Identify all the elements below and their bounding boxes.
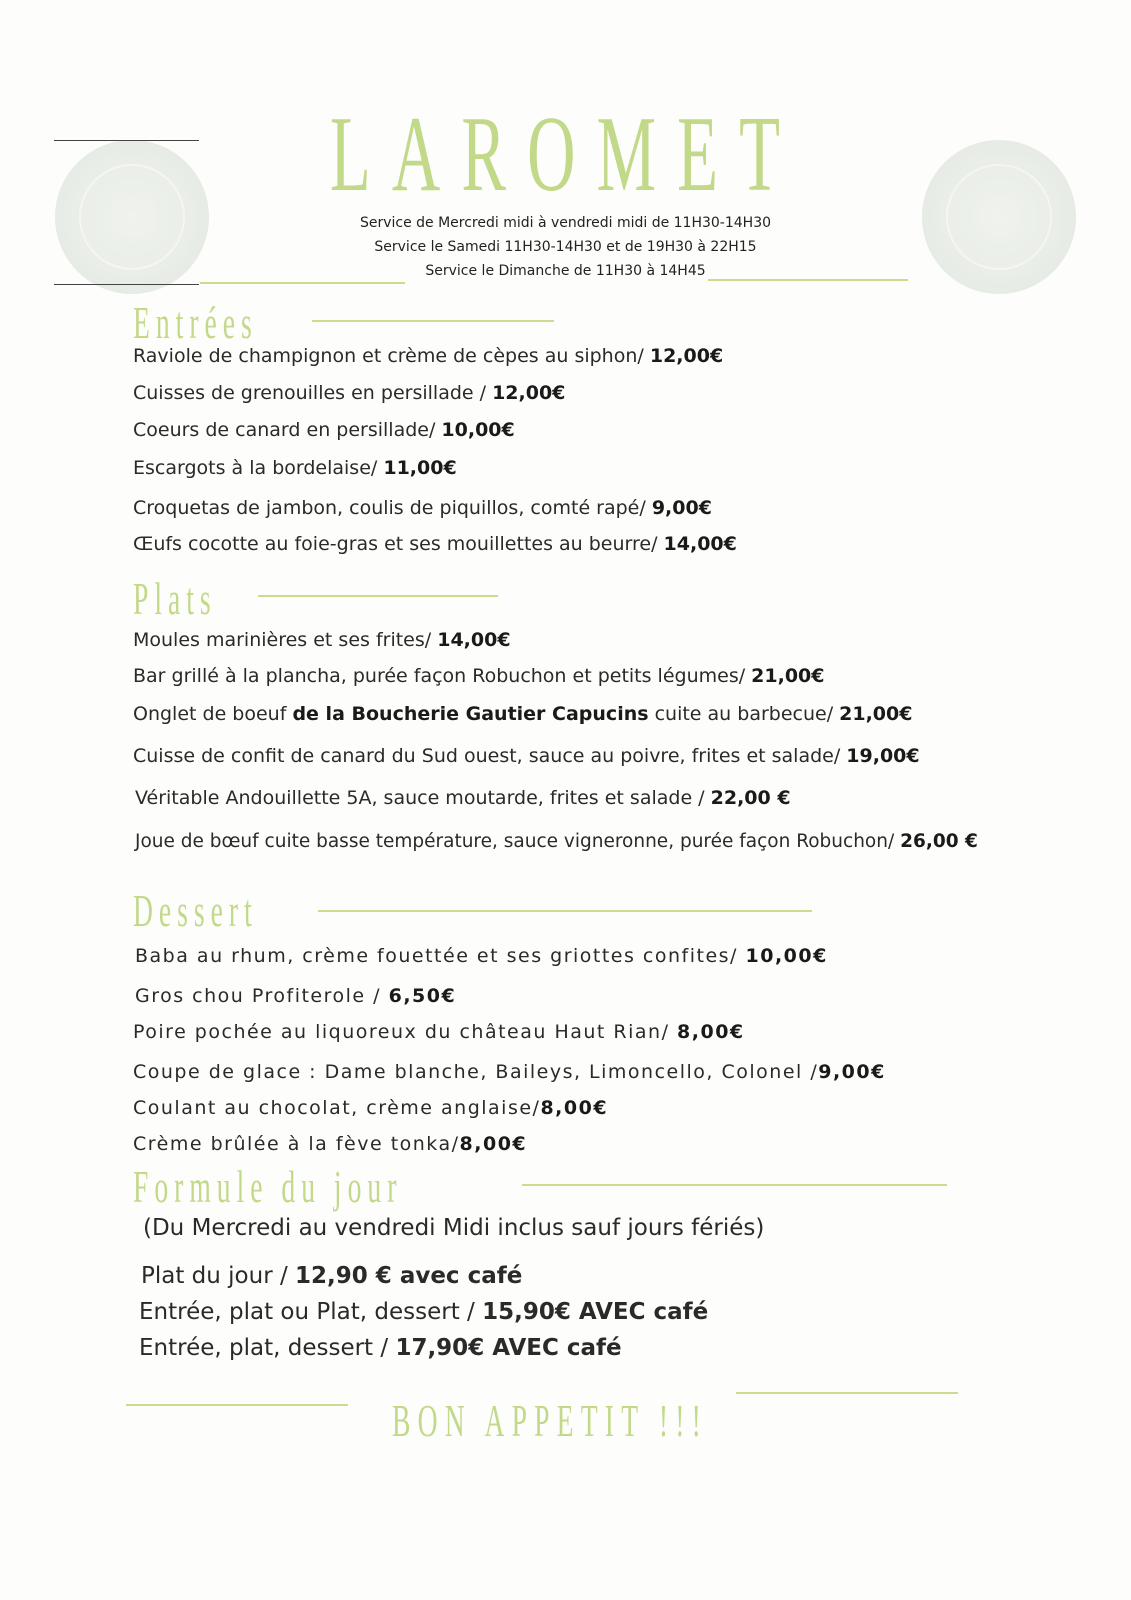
service-hours-line-1: Service de Mercredi midi à vendredi midi de 11H30-14H30 <box>359 215 772 231</box>
section-title-formule: Formule du jour <box>133 1161 403 1212</box>
footer-rule-left <box>126 1404 348 1406</box>
menu-item: Coupe de glace : Dame blanche, Baileys, Limoncello, Colonel /9,00€ <box>133 1061 886 1083</box>
service-hours-line-2: Service le Samedi 11H30-14H30 et de 19H30 à 22H15 <box>374 239 757 255</box>
menu-item: Bar grillé à la plancha, purée façon Robuchon et petits légumes/ 21,00€ <box>133 665 825 687</box>
header-rule-green-left <box>200 282 405 284</box>
section-rule-formule <box>522 1184 947 1186</box>
formule-item: Entrée, plat, dessert / 17,90€ AVEC café <box>139 1335 622 1361</box>
section-title-entrees: Entrées <box>133 297 258 348</box>
service-hours-line-3: Service le Dimanche de 11H30 à 14H45 <box>425 263 706 279</box>
section-title-plats: Plats <box>133 573 217 624</box>
menu-item: Gros chou Profiterole / 6,50€ <box>135 985 457 1007</box>
section-rule-plats <box>258 595 498 597</box>
restaurant-name: LAROMET <box>329 95 802 214</box>
menu-item: Véritable Andouillette 5A, sauce moutarde, frites et salade / 22,00 € <box>135 787 791 809</box>
menu-item: Coeurs de canard en persillade/ 10,00€ <box>133 419 515 441</box>
menu-item: Poire pochée au liquoreux du château Haut Rian/ 8,00€ <box>133 1021 745 1043</box>
header-rule-top-left <box>54 140 199 141</box>
formule-note: (Du Mercredi au vendredi Midi inclus sauf jours fériés) <box>143 1215 765 1241</box>
menu-item: Baba au rhum, crème fouettée et ses griottes confites/ 10,00€ <box>135 945 828 967</box>
menu-item: Onglet de boeuf de la Boucherie Gautier Capucins cuite au barbecue/ 21,00€ <box>133 703 913 725</box>
formule-item: Plat du jour / 12,90 € avec café <box>141 1263 523 1289</box>
menu-item: Œufs cocotte au foie-gras et ses mouillettes au beurre/ 14,00€ <box>133 533 737 555</box>
menu-item: Cuisses de grenouilles en persillade / 12,00€ <box>133 382 566 404</box>
section-rule-entrees <box>312 320 554 322</box>
section-rule-dessert <box>318 910 812 912</box>
formule-item: Entrée, plat ou Plat, dessert / 15,90€ AVEC café <box>139 1299 709 1325</box>
menu-item: Croquetas de jambon, coulis de piquillos, comté rapé/ 9,00€ <box>133 497 712 519</box>
menu-item: Escargots à la bordelaise/ 11,00€ <box>133 457 457 479</box>
menu-item: Coulant au chocolat, crème anglaise/8,00€ <box>133 1097 609 1119</box>
menu-item: Crème brûlée à la fève tonka/8,00€ <box>133 1133 528 1155</box>
header-rule-bottom-left <box>54 284 199 285</box>
menu-item: Joue de bœuf cuite basse température, sauce vigneronne, purée façon Robuchon/ 26,00 € <box>135 831 978 852</box>
footer-rule-right <box>736 1392 958 1394</box>
closing-message: BON APPETIT !!! <box>392 1395 709 1446</box>
menu-item: Raviole de champignon et crème de cèpes au siphon/ 12,00€ <box>133 345 724 367</box>
section-title-dessert: Dessert <box>133 885 258 936</box>
menu-item: Cuisse de confit de canard du Sud ouest, sauce au poivre, frites et salade/ 19,00€ <box>133 745 920 767</box>
menu-item: Moules marinières et ses frites/ 14,00€ <box>133 629 511 651</box>
